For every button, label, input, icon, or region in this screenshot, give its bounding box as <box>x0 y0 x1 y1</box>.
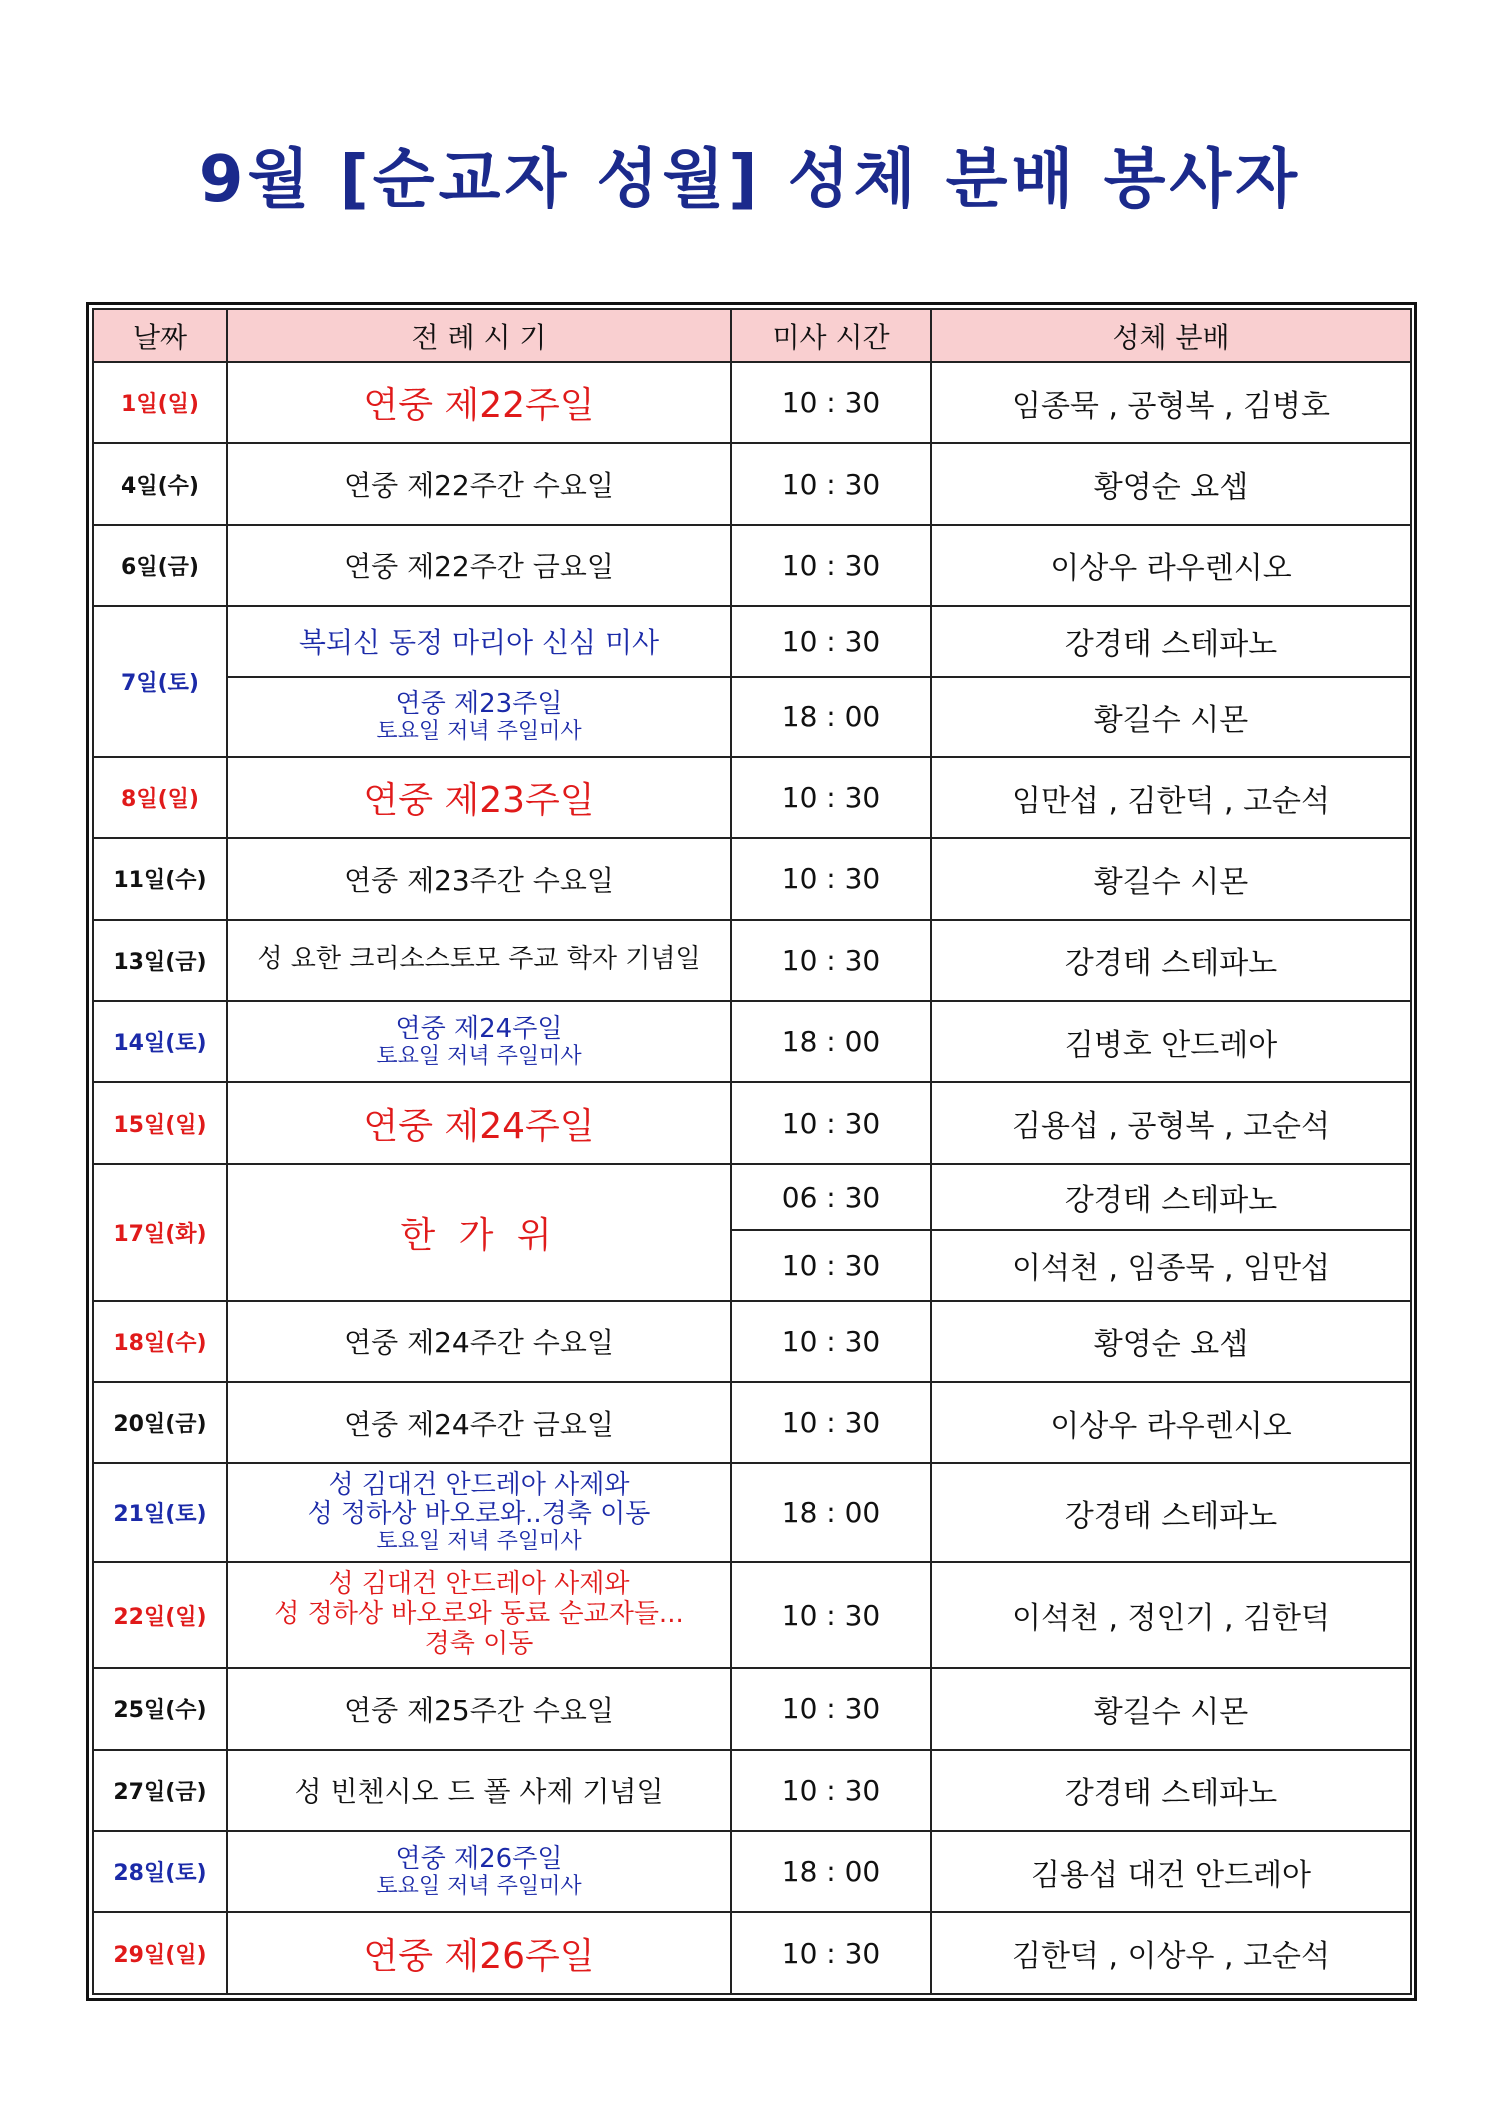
row-date: 22일(일) <box>93 1562 227 1669</box>
row-date: 4일(수) <box>93 443 227 524</box>
event-label: 성 빈첸시오 드 폴 사제 기념일 <box>294 1775 664 1809</box>
table-row <box>93 677 1411 757</box>
row-date: 27일(금) <box>93 1750 227 1831</box>
table-row <box>93 1831 1411 1912</box>
table-row <box>93 1082 1411 1163</box>
table-row <box>93 1562 1411 1669</box>
event-sublabel: 토요일 저녁 주일미사 <box>376 1873 582 1899</box>
row-event <box>227 1668 731 1749</box>
row-time: 10 : 30 <box>731 1912 931 1994</box>
table-row <box>93 1301 1411 1382</box>
page-title: 9월 [순교자 성월] 성체 분배 봉사자 <box>198 143 1302 217</box>
header-mass-time: 미사 시간 <box>731 309 931 362</box>
event-label: 성 요한 크리소스토모 주교 학자 기념일 <box>257 944 701 975</box>
row-event <box>227 1082 731 1163</box>
row-server: 김용섭 , 공형복 , 고순석 <box>931 1082 1411 1163</box>
row-event <box>227 1750 731 1831</box>
row-server: 황길수 시몬 <box>931 838 1411 919</box>
row-server: 이석천 , 임종묵 , 임만섭 <box>931 1230 1411 1300</box>
row-server: 황길수 시몬 <box>931 677 1411 757</box>
row-event <box>227 606 731 676</box>
table-row <box>93 362 1411 443</box>
table-header-row <box>93 309 1411 362</box>
row-time: 10 : 30 <box>731 1301 931 1382</box>
row-server: 강경태 스테파노 <box>931 606 1411 676</box>
row-event <box>227 1562 731 1669</box>
row-event <box>227 1382 731 1463</box>
row-time: 10 : 30 <box>731 1230 931 1300</box>
row-date: 8일(일) <box>93 757 227 838</box>
row-server: 강경태 스테파노 <box>931 1463 1411 1561</box>
table-row <box>93 443 1411 524</box>
header-liturgy: 전 례 시 기 <box>227 309 731 362</box>
row-server: 황길수 시몬 <box>931 1668 1411 1749</box>
row-time: 18 : 00 <box>731 1831 931 1912</box>
row-time: 10 : 30 <box>731 362 931 443</box>
row-event <box>227 1831 731 1912</box>
event-label: 연중 제24주간 수요일 <box>344 1326 614 1360</box>
event-label: 복되신 동정 마리아 신심 미사 <box>298 626 660 660</box>
row-date: 20일(금) <box>93 1382 227 1463</box>
event-label-line3: 경축 이동 <box>424 1628 534 1659</box>
row-server: 강경태 스테파노 <box>931 920 1411 1001</box>
event-label-line1: 성 김대건 안드레아 사제와 <box>328 1469 630 1500</box>
event-label: 연중 제23주일 <box>363 780 595 822</box>
table-row <box>93 606 1411 676</box>
row-time: 18 : 00 <box>731 1001 931 1082</box>
row-server: 강경태 스테파노 <box>931 1164 1411 1230</box>
row-date: 17일(화) <box>93 1164 227 1301</box>
row-server: 강경태 스테파노 <box>931 1750 1411 1831</box>
row-time: 10 : 30 <box>731 443 931 524</box>
row-server: 이석천 , 정인기 , 김한덕 <box>931 1562 1411 1669</box>
row-date: 13일(금) <box>93 920 227 1001</box>
event-label-line2: 성 정하상 바오로와 동료 순교자들... <box>274 1599 684 1630</box>
row-date: 15일(일) <box>93 1082 227 1163</box>
row-time: 10 : 30 <box>731 757 931 838</box>
table-row <box>93 1750 1411 1831</box>
header-distribution: 성체 분배 <box>931 309 1411 362</box>
row-event <box>227 362 731 443</box>
event-label-line1: 성 김대건 안드레아 사제와 <box>328 1569 630 1600</box>
row-event <box>227 920 731 1001</box>
event-label: 연중 제25주간 수요일 <box>344 1693 614 1727</box>
row-server: 이상우 라우렌시오 <box>931 525 1411 606</box>
row-time: 10 : 30 <box>731 606 931 676</box>
row-server: 이상우 라우렌시오 <box>931 1382 1411 1463</box>
row-time: 10 : 30 <box>731 525 931 606</box>
table-row <box>93 920 1411 1001</box>
event-label: 연중 제26주일 <box>363 1935 595 1977</box>
row-event <box>227 757 731 838</box>
row-server: 김병호 안드레아 <box>931 1001 1411 1082</box>
table-row <box>93 1382 1411 1463</box>
row-date: 28일(토) <box>93 1831 227 1912</box>
row-time: 10 : 30 <box>731 1750 931 1831</box>
row-event <box>227 838 731 919</box>
event-label: 연중 제22주일 <box>363 385 595 427</box>
event-label: 연중 제22주간 금요일 <box>344 550 614 584</box>
row-server: 임만섭 , 김한덕 , 고순석 <box>931 757 1411 838</box>
event-label: 연중 제26주일 <box>395 1843 563 1874</box>
row-time: 18 : 00 <box>731 1463 931 1561</box>
row-time: 06 : 30 <box>731 1164 931 1230</box>
event-sublabel: 토요일 저녁 주일미사 <box>376 1043 582 1069</box>
event-label: 연중 제23주일 <box>395 688 563 719</box>
row-event <box>227 443 731 524</box>
row-date: 18일(수) <box>93 1301 227 1382</box>
row-date: 14일(토) <box>93 1001 227 1082</box>
table-row <box>93 1164 1411 1230</box>
row-time: 10 : 30 <box>731 838 931 919</box>
row-event <box>227 1164 731 1301</box>
row-server: 황영순 요셉 <box>931 443 1411 524</box>
row-date: 7일(토) <box>93 606 227 757</box>
row-date: 21일(토) <box>93 1463 227 1561</box>
event-label: 연중 제24주간 금요일 <box>344 1407 614 1441</box>
event-label: 연중 제24주일 <box>363 1105 595 1147</box>
row-event <box>227 525 731 606</box>
row-event <box>227 677 731 757</box>
schedule-table-frame <box>86 302 1417 2001</box>
table-row <box>93 1912 1411 1994</box>
row-server: 김한덕 , 이상우 , 고순석 <box>931 1912 1411 1994</box>
row-server: 김용섭 대건 안드레아 <box>931 1831 1411 1912</box>
table-row <box>93 1668 1411 1749</box>
header-date: 날짜 <box>93 309 227 362</box>
row-date: 29일(일) <box>93 1912 227 1994</box>
table-row <box>93 525 1411 606</box>
row-time: 10 : 30 <box>731 1082 931 1163</box>
row-time: 18 : 00 <box>731 677 931 757</box>
event-label: 연중 제24주일 <box>395 1013 563 1044</box>
row-event <box>227 1912 731 1994</box>
row-event <box>227 1301 731 1382</box>
row-time: 10 : 30 <box>731 920 931 1001</box>
event-label-line2: 성 정하상 바오로와..경축 이동 <box>307 1499 651 1530</box>
table-row <box>93 757 1411 838</box>
schedule-table <box>92 308 1412 1995</box>
row-date: 11일(수) <box>93 838 227 919</box>
event-sublabel: 토요일 저녁 주일미사 <box>376 718 582 744</box>
row-date: 25일(수) <box>93 1668 227 1749</box>
event-label: 연중 제23주간 수요일 <box>344 863 614 897</box>
event-label: 연중 제22주간 수요일 <box>344 469 614 503</box>
row-time: 10 : 30 <box>731 1668 931 1749</box>
row-date: 6일(금) <box>93 525 227 606</box>
row-event <box>227 1463 731 1561</box>
row-server: 황영순 요셉 <box>931 1301 1411 1382</box>
table-row <box>93 838 1411 919</box>
table-row <box>93 1001 1411 1082</box>
row-time: 10 : 30 <box>731 1382 931 1463</box>
row-time: 10 : 30 <box>731 1562 931 1669</box>
event-label: 한 가 위 <box>400 1214 558 1256</box>
table-row <box>93 1463 1411 1561</box>
row-server: 임종묵 , 공형복 , 김병호 <box>931 362 1411 443</box>
row-event <box>227 1001 731 1082</box>
row-date: 1일(일) <box>93 362 227 443</box>
event-sublabel: 토요일 저녁 주일미사 <box>376 1529 582 1555</box>
